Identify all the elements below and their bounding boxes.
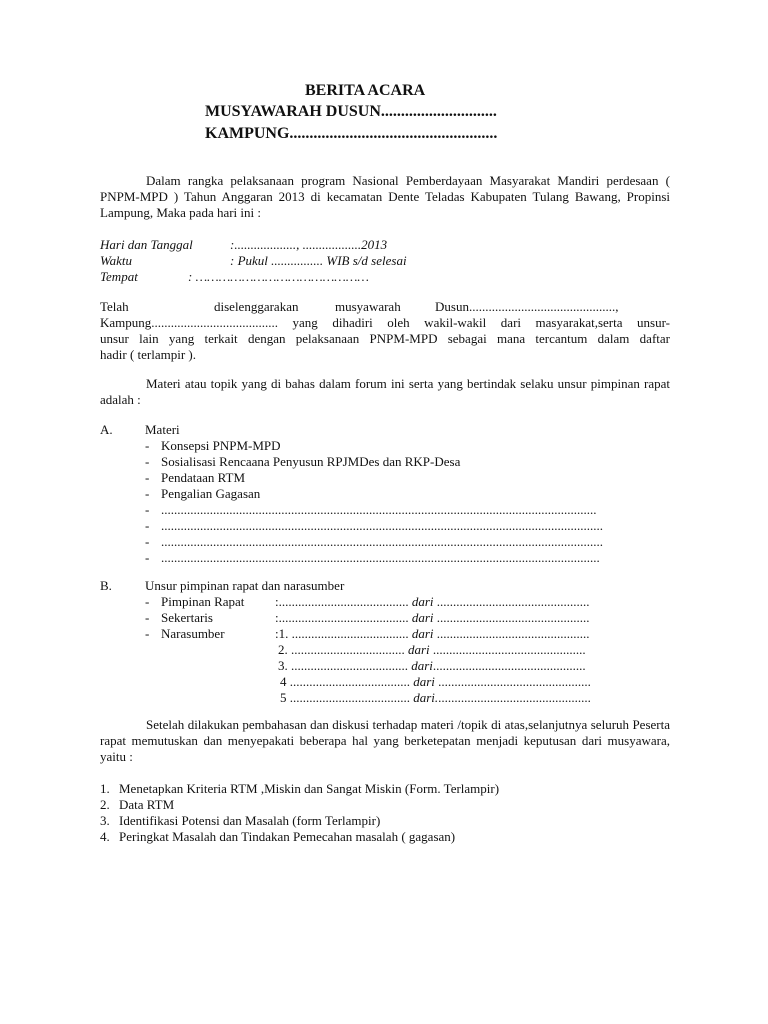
held-line-2: Kampung....................................... yang dihadiri oleh wakil-wakil dari masyarakat,serta unsur-: [100, 315, 670, 330]
list-dash: -: [145, 438, 150, 453]
held-line-3: unsur lain yang terkait dengan pelaksanaan PNPM-MPD sebagai mana tercantum dalam daftar: [100, 331, 670, 346]
decision-number: 3.: [100, 813, 110, 828]
decision-number: 2.: [100, 797, 110, 812]
dari-word: dari: [413, 674, 435, 689]
intro-paragraph: Dalam rangka pelaksanaan program Nasional Pemberdayaan Masyarakat Mandiri perdesaan ( PNPM-MPD ) Tahun Anggaran 2013 di kecamatan Dente Teladas Kabupaten Tulang Bawang, Propinsi Lampung, Maka pada hari ini :: [100, 173, 670, 220]
time-value: : Pukul ................ WIB s/d selesai: [230, 253, 407, 268]
participant-row: [275, 626, 590, 642]
decision-item: Identifikasi Potensi dan Masalah (form Terlampir): [119, 813, 381, 828]
list-dash: -: [145, 454, 150, 469]
sekertaris-label: Sekertaris: [161, 610, 213, 625]
row-number: :: [275, 610, 279, 625]
held-word-1: Telah: [100, 299, 129, 314]
time-label: Waktu: [100, 253, 133, 268]
list-dash: -: [145, 486, 150, 501]
row-number: :1.: [275, 626, 289, 641]
origin-blank: ...............................................: [434, 674, 591, 689]
row-number: 4: [280, 674, 287, 689]
name-blank: .....................................: [286, 690, 410, 705]
held-word-2: diselenggarakan: [214, 299, 299, 314]
origin-blank: ...............................................: [433, 626, 590, 641]
materi-blank-item: ........................................................................................................................................: [161, 518, 603, 533]
origin-blank: ...............................................: [438, 690, 591, 705]
materi-blank-item: ......................................................................................................................................: [161, 502, 597, 517]
conclusion-paragraph: Setelah dilakukan pembahasan dan diskusi terhadap materi /topik di atas,selanjutnya seluruh Peserta rapat memutuskan dan menyepakati beberapa hal yang berketepatan menjadi keputusan dari musyawara, yaitu :: [100, 717, 670, 764]
row-number: 5: [280, 690, 287, 705]
origin-blank: ...............................................: [433, 610, 590, 625]
origin-blank: ...............................................: [432, 658, 586, 673]
row-number: :: [275, 594, 279, 609]
row-number: 2.: [278, 642, 288, 657]
materi-item: Pendataan RTM: [161, 470, 246, 485]
name-blank: ....................................: [287, 658, 408, 673]
list-dash: -: [145, 610, 150, 625]
origin-blank: ...............................................: [433, 594, 590, 609]
date-value: :..................., ..................2013: [230, 237, 388, 252]
held-word-3: musyawarah: [335, 299, 401, 314]
name-blank: ....................................: [288, 626, 409, 641]
decision-item: Menetapkan Kriteria RTM ,Miskin dan Sangat Miskin (Form. Terlampir): [119, 781, 500, 796]
name-blank: ........................................: [278, 610, 409, 625]
origin-blank: ...............................................: [429, 642, 586, 657]
list-dash: -: [145, 534, 150, 549]
dari-word: dari: [413, 690, 435, 705]
decision-number: 1.: [100, 781, 110, 796]
dari-word: dari: [411, 626, 434, 641]
list-dash: -: [145, 594, 150, 609]
section-a-letter: A.: [100, 422, 113, 437]
section-a-heading: Materi: [145, 422, 180, 437]
materi-item: Sosialisasi Rencaana Penyusun RPJMDes dan RKP-Desa: [161, 454, 461, 469]
held-line-4: hadir ( terlampir ).: [100, 347, 197, 362]
place-value: : ………………………………………: [188, 269, 369, 284]
dari-dot: .: [434, 690, 439, 705]
materi-blank-item: ........................................................................................................................................: [161, 534, 603, 549]
dari-word: dari: [411, 610, 434, 625]
participant-row: [278, 642, 586, 658]
dari-word: dari: [411, 594, 434, 609]
narasumber-label: Narasumber: [161, 626, 225, 641]
row-number: 3.: [278, 658, 288, 673]
dusun-title-line: MUSYAWARAH DUSUN.............................: [205, 103, 497, 120]
list-dash: -: [145, 502, 150, 517]
pimpinan-rapat-label: Pimpinan Rapat: [161, 594, 245, 609]
held-word-4: Dusun.............................................,: [435, 299, 619, 314]
date-label: Hari dan Tanggal: [100, 237, 193, 252]
list-dash: -: [145, 550, 150, 565]
topic-intro-paragraph: Materi atau topik yang di bahas dalam forum ini serta yang bertindak selaku unsur pimpinan rapat adalah :: [100, 376, 670, 407]
participant-row: [280, 674, 591, 690]
list-dash: -: [145, 470, 150, 485]
kampung-title-line: KAMPUNG....................................................: [205, 125, 498, 142]
participant-row: [275, 610, 590, 626]
materi-item: Konsepsi PNPM-MPD: [161, 438, 281, 453]
decision-item: Data RTM: [119, 797, 175, 812]
participant-row: [275, 594, 590, 610]
document-title: BERITA ACARA: [305, 82, 426, 99]
participant-row: [280, 690, 591, 706]
dari-word: dari: [411, 658, 433, 673]
name-blank: ...................................: [287, 642, 405, 657]
place-label: Tempat: [100, 269, 138, 284]
decision-item: Peringkat Masalah dan Tindakan Pemecahan masalah ( gagasan): [119, 829, 456, 844]
name-blank: .....................................: [286, 674, 410, 689]
decision-number: 4.: [100, 829, 110, 844]
participant-row: [278, 658, 586, 674]
list-dash: -: [145, 518, 150, 533]
materi-blank-item: .......................................................................................................................................: [161, 550, 600, 565]
dari-word: dari: [408, 642, 430, 657]
materi-item: Pengalian Gagasan: [161, 486, 261, 501]
section-b-heading: Unsur pimpinan rapat dan narasumber: [145, 578, 345, 593]
section-b-letter: B.: [100, 578, 112, 593]
list-dash: -: [145, 626, 150, 641]
name-blank: ........................................: [278, 594, 409, 609]
